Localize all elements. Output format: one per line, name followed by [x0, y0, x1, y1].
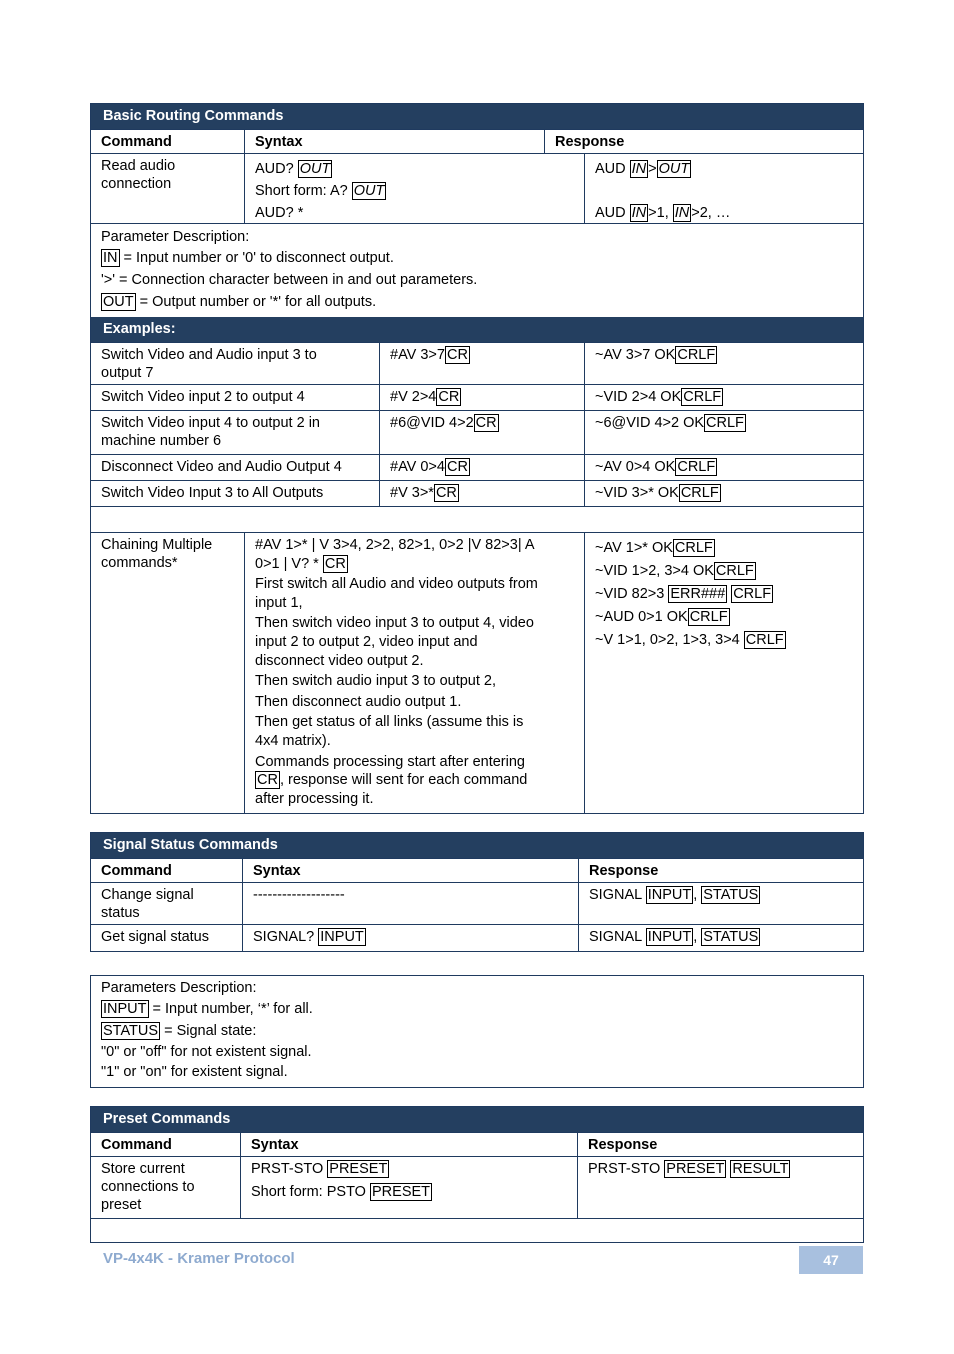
- read-audio-command: Read audio connection: [101, 158, 176, 192]
- signal-status-title: Signal Status Commands: [91, 833, 863, 858]
- routing-header-row: [91, 129, 863, 154]
- preset-header-row: Command Syntax Response: [91, 1132, 863, 1157]
- empty-row: [91, 506, 863, 533]
- read-audio-syntax: AUD? OUT Short form: A? OUT AUD? *: [244, 154, 584, 224]
- out-param: OUT: [353, 183, 385, 199]
- header-command: Command: [101, 134, 172, 150]
- get-signal-row: Get signal status SIGNAL? INPUT SIGNAL INPUT , STATUS: [91, 924, 863, 951]
- chaining-row: [91, 532, 863, 813]
- example-row: Switch Video input 4 to output 2 in machine number 6 #6@VID 4>2 CR ~6@VID 4>2 OK CRLF: [91, 410, 863, 455]
- store-preset-row: Store current connections to preset PRST-STO PRESET Short form: PSTO PRESET PRST-STO PRESET RESULT: [91, 1156, 863, 1219]
- example-row: Switch Video input 2 to output 4 #V 2>4 CR ~VID 2>4 OK CRLF: [91, 384, 863, 411]
- example-row: Switch Video Input 3 to All Outputs #V 3>* CR ~VID 3>* OK CRLF: [91, 480, 863, 507]
- examples-title: Examples:: [91, 317, 863, 342]
- chaining-syntax: #AV 1>* | V 3>4, 2>2, 82>1, 0>2 |V 82>3| A 0>1 | V? * CR First switch all Audio and video outputs from input 1, Then switch video input 3 to output 4, video input 2 to output 2, video input and disconnect video output 2. Then switch audio input 3 to output 2, Then disconnect audio output 1. Then get status of all links (assume this is 4x4 matrix). Commands processing start after entering CR , response will sent for each command after processing it.: [244, 533, 584, 813]
- example-row: Disconnect Video and Audio Output 4 #AV 0>4 CR ~AV 0>4 OK CRLF: [91, 454, 863, 481]
- signal-header-row: Command Syntax Response: [91, 858, 863, 883]
- header-response: Response: [544, 130, 863, 154]
- signal-status-table: [90, 832, 864, 952]
- change-signal-row: Change signal status ------------------- SIGNAL INPUT , STATUS: [91, 882, 863, 925]
- preset-commands-table: [90, 1106, 864, 1243]
- chaining-command: Chaining Multiple commands*: [101, 537, 213, 571]
- read-audio-response: AUD IN > OUT AUD IN >1, IN >2, …: [584, 154, 863, 224]
- read-audio-row: [91, 153, 863, 224]
- basic-routing-title: Basic Routing Commands: [91, 104, 863, 129]
- example-row: Switch Video and Audio input 3 to output 7 #AV 3>7 CR ~AV 3>7 OK CRLF: [91, 342, 863, 385]
- preset-commands-title: Preset Commands: [91, 1107, 863, 1132]
- page-number: 47: [799, 1246, 863, 1274]
- basic-routing-table: [90, 103, 864, 814]
- footer-title: VP-4x4K - Kramer Protocol: [103, 1250, 295, 1267]
- chaining-response: ~AV 1>* OK CRLF ~VID 1>2, 3>4 OK CRLF ~VID 82>3 ERR### CRLF ~AUD 0>1 OK CRLF ~V 1>1, 0>2, 1>3, 3>4 CRLF: [584, 533, 863, 813]
- routing-parameter-description: Parameter Description: IN = Input number or '0' to disconnect output. '>' = Connection character between in and out parameters. OUT = Output number or '*' for all outputs.: [91, 223, 863, 318]
- empty-row: [91, 1218, 863, 1242]
- signal-parameters-box: Parameters Description: INPUT = Input number, ‘*’ for all. STATUS = Signal state: "0" or "off" for not existent signal. "1" or "on" for existent signal.: [90, 975, 864, 1088]
- out-param: OUT: [299, 161, 331, 177]
- header-syntax: Syntax: [244, 130, 544, 154]
